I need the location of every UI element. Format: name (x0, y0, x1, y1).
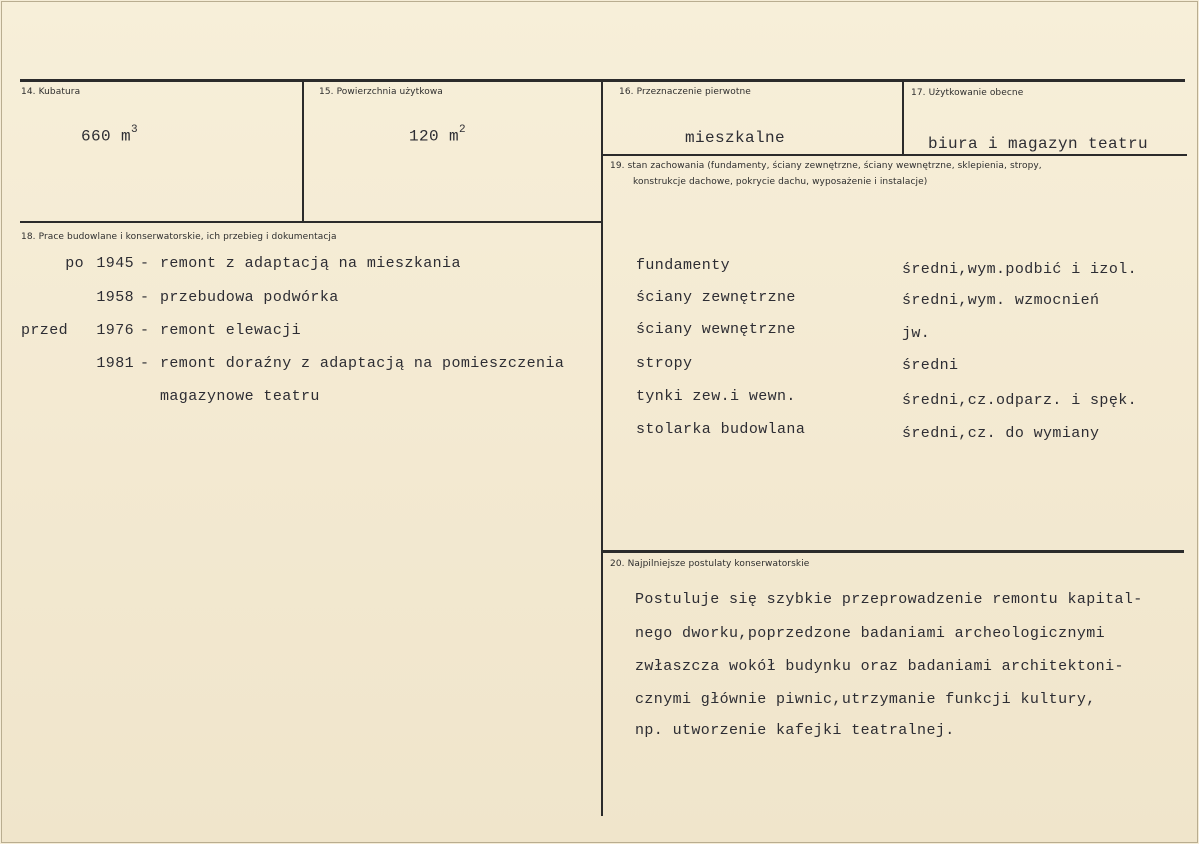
works-prefix: przed (21, 322, 69, 339)
volume-unit-exponent: 3 (131, 124, 139, 136)
rule-under-16-17 (603, 154, 1187, 156)
condition-state: średni,wym.podbić i izol. (902, 261, 1138, 278)
condition-state: średni (902, 357, 959, 374)
field-18-label: 18. Prace budowlane i konserwatorskie, ich przebieg i dokumentacja (21, 232, 337, 242)
field-14-label: 14. Kubatura (21, 87, 81, 97)
rule-under-14-15 (20, 221, 601, 223)
postulate-line: nego dworku,poprzedzone badaniami archeologicznymi (635, 625, 1106, 642)
condition-state: średni,cz. do wymiany (902, 425, 1100, 442)
condition-element: tynki zew.i wewn. (636, 388, 796, 405)
works-description: remont z adaptacją na mieszkania (160, 255, 461, 272)
inventory-card (1, 1, 1198, 843)
condition-state: średni,wym. wzmocnień (902, 292, 1100, 309)
field-19-label-line1: 19. stan zachowania (fundamenty, ściany zewnętrzne, ściany wewnętrzne, sklepienia, stropy, (610, 161, 1042, 171)
works-year: 1945 (96, 255, 134, 272)
works-year: 1981 (96, 355, 134, 372)
divider-14-15 (302, 81, 304, 223)
works-prefix: po (65, 255, 84, 272)
works-year: 1958 (96, 289, 134, 306)
works-dash: - (140, 255, 150, 272)
field-19-label-line2: konstrukcje dachowe, pokrycie dachu, wyposażenie i instalacje) (633, 177, 928, 187)
condition-state: jw. (902, 325, 931, 342)
works-dash: - (140, 289, 150, 306)
works-year: 1976 (96, 322, 134, 339)
works-description: przebudowa podwórka (160, 289, 339, 306)
works-dash: - (140, 322, 150, 339)
field-17-value: biura i magazyn teatru (928, 135, 1149, 153)
condition-element: fundamenty (636, 257, 731, 274)
field-17-label: 17. Użytkowanie obecne (911, 88, 1024, 98)
postulate-line: zwłaszcza wokół budynku oraz badaniami architektoni- (635, 658, 1124, 675)
works-description: remont doraźny z adaptacją na pomieszczenia (160, 355, 565, 372)
field-14-value (81, 126, 138, 145)
postulate-line: np. utworzenie kafejki teatralnej. (635, 722, 955, 739)
field-16-label: 16. Przeznaczenie pierwotne (619, 87, 751, 97)
rule-above-20 (603, 550, 1184, 553)
field-15-value (409, 126, 466, 145)
works-description: magazynowe teatru (160, 388, 320, 405)
condition-state: średni,cz.odparz. i spęk. (902, 392, 1138, 409)
field-15-label: 15. Powierzchnia użytkowa (319, 87, 443, 97)
divider-16-17 (902, 81, 904, 155)
field-20-label: 20. Najpilniejsze postulaty konserwatorskie (610, 559, 810, 569)
volume-value: 660 m (81, 127, 132, 146)
works-description: remont elewacji (160, 322, 302, 339)
condition-element: stropy (636, 355, 693, 372)
works-dash: - (140, 355, 150, 372)
condition-element: ściany zewnętrzne (636, 289, 796, 306)
area-value: 120 m (409, 127, 460, 146)
postulate-line: cznymi głównie piwnic,utrzymanie funkcji kultury, (635, 691, 1096, 708)
condition-element: ściany wewnętrzne (636, 321, 796, 338)
field-16-value: mieszkalne (685, 129, 786, 147)
condition-element: stolarka budowlana (636, 421, 806, 438)
postulate-line: Postuluje się szybkie przeprowadzenie remontu kapital- (635, 591, 1143, 608)
area-unit-exponent: 2 (459, 124, 467, 136)
divider-15-16 (601, 81, 603, 816)
